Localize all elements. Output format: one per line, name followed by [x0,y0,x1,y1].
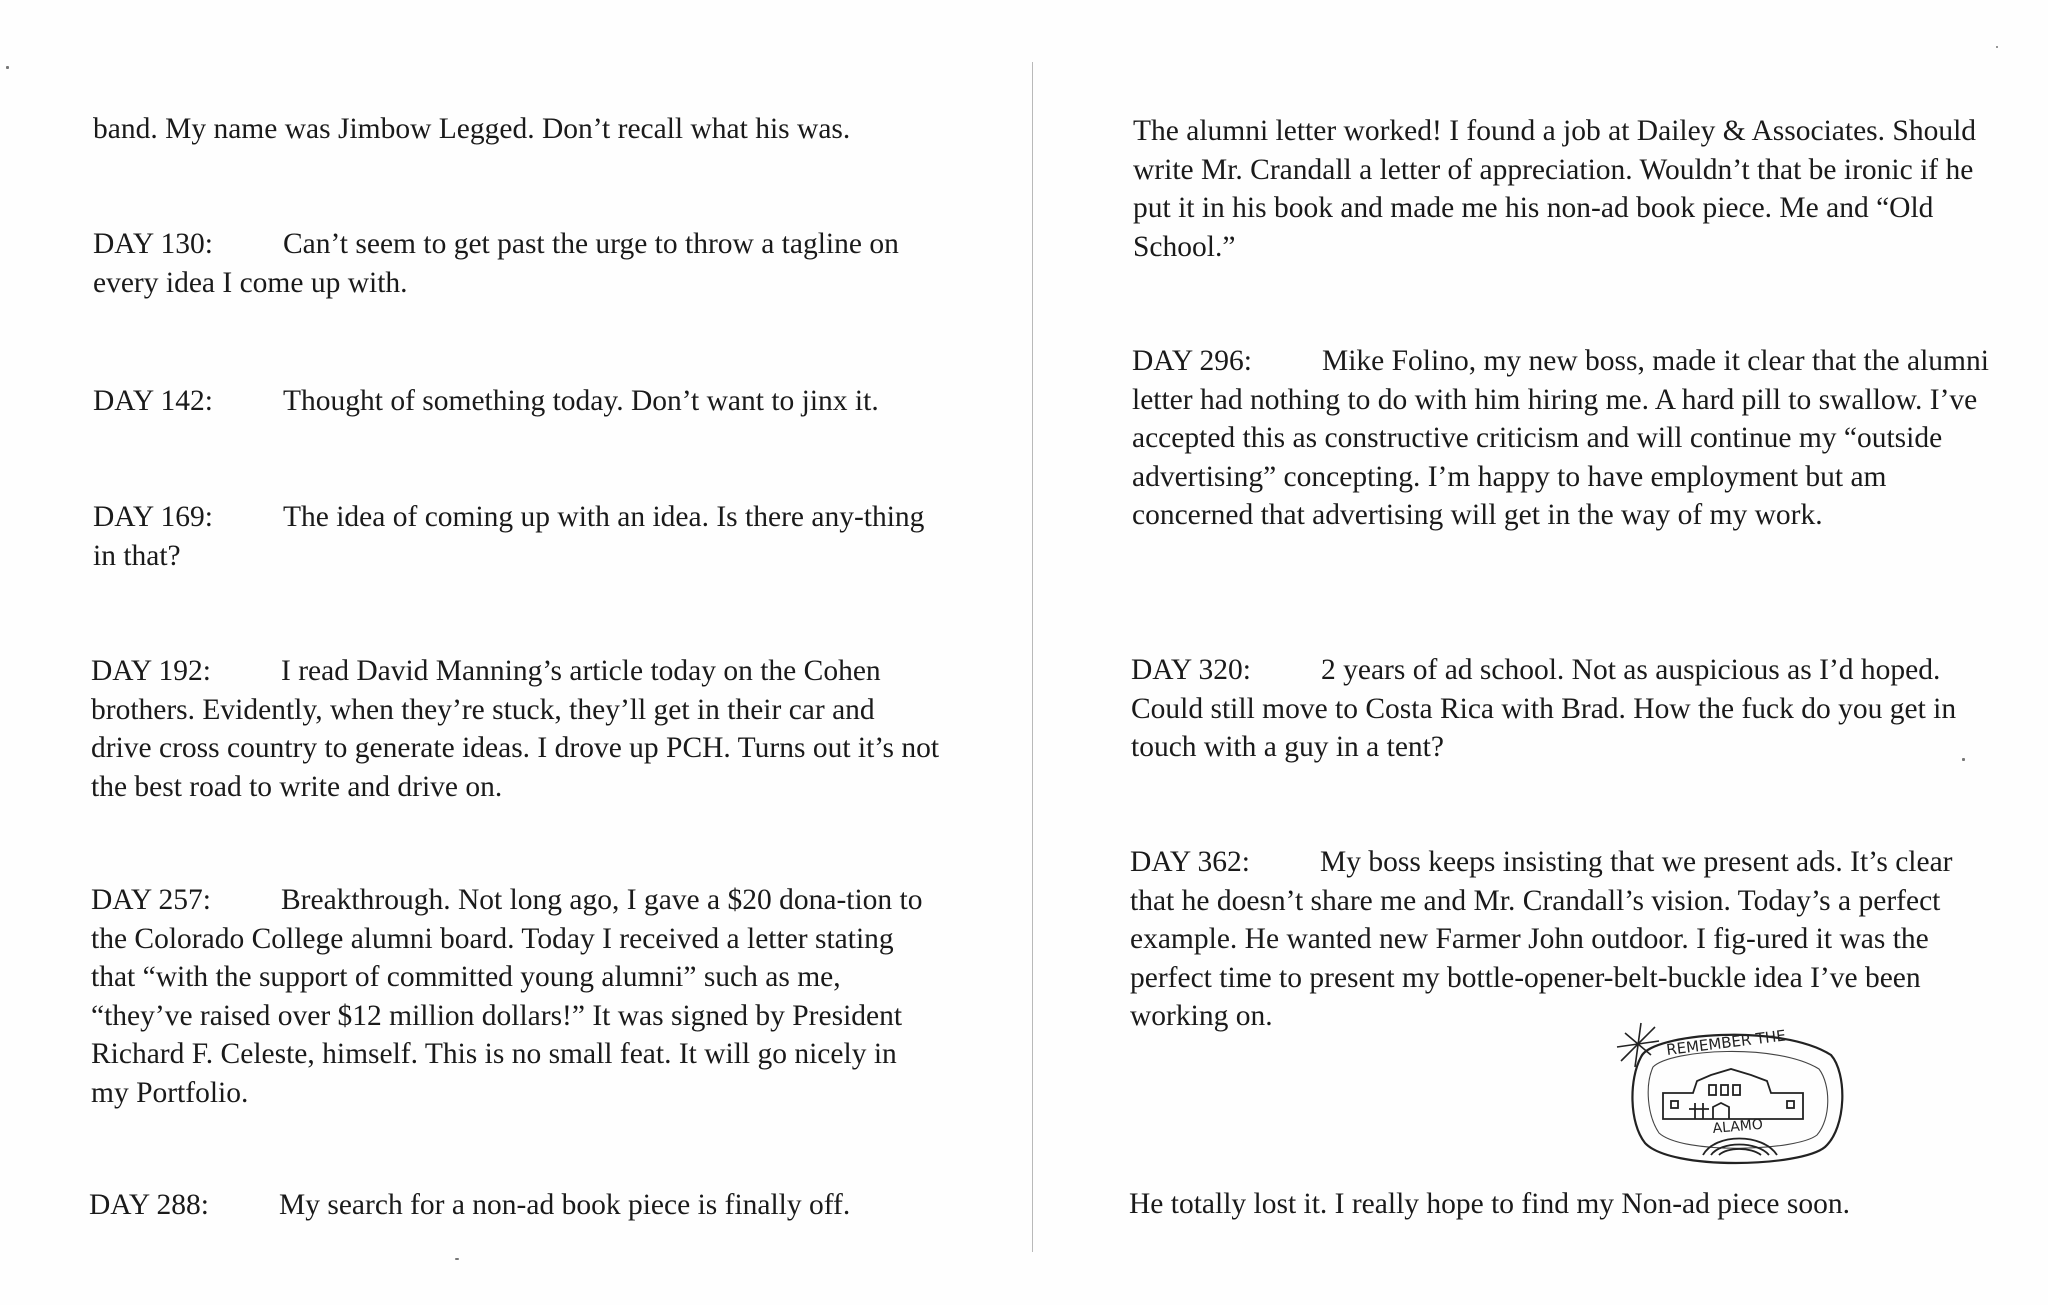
closing-text: He totally lost it. I really hope to find my Non-ad piece soon. [1129,1188,1850,1220]
diary-entry-day-130 [93,225,943,302]
right-intro-text: The alumni letter worked! I found a job at Dailey & Associates. Should write Mr. Crandall a letter of appreciation. Wouldn’t that be ironic if he put it in his book and made me his non-ad book piece. Me and “Old School.” [1133,115,1977,263]
entry-text: The idea of coming up with an idea. Is there any-thing in that? [93,501,925,572]
day-label: DAY 130: [93,228,213,260]
day-label: DAY 192: [91,655,211,687]
closing-paragraph [1129,1185,1989,1224]
entry-text: I read David Manning’s article today on the Cohen brothers. Evidently, when they’re stuck, they’ll get in their car and drive cross country to generate ideas. I drove up PCH. Turns out it’s not the best road to write and drive on. [91,655,940,803]
diary-entry-day-192 [91,652,941,806]
sketch-top-text: REMEMBER THE [1665,1026,1787,1059]
entry-text: My search for a non-ad book piece is finally off. [279,1189,851,1221]
day-label: DAY 142: [93,385,213,417]
left-intro-text: band. My name was Jimbow Legged. Don’t recall what his was. [93,113,851,145]
day-label: DAY 169: [93,501,213,533]
paper-speck [1962,758,1965,761]
diary-entry-day-142 [93,382,943,421]
paper-speck [1996,46,1998,48]
diary-entry-day-320 [1131,651,1991,767]
paper-speck [6,66,9,69]
right-page [1034,0,2048,1305]
day-label: DAY 296: [1132,345,1252,377]
sketch-bottom-text: ALAMO [1711,1116,1764,1137]
entry-text: My boss keeps insisting that we present ads. It’s clear that he doesn’t share me and Mr. Crandall’s vision. Today’s a perfect example. He wanted new Farmer John outdoor. I fig-ured it was the perfect time to present my bottle-opener-belt-buckle idea I’ve been working on. [1130,846,1953,1032]
day-label: DAY 362: [1130,846,1250,878]
day-label: DAY 288: [89,1189,209,1221]
diary-entry-day-169 [93,498,943,575]
entry-text: Thought of something today. Don’t want to jinx it. [283,385,879,417]
paper-speck [455,1258,459,1260]
diary-entry-day-288 [89,1186,939,1225]
entry-text: Breakthrough. Not long ago, I gave a $20 dona-tion to the Colorado College alumni board. Today I received a letter stating that “with the support of committed young alumni” such as me, “they’ve raised over $12 million dollars!” It was signed by President Richard F. Celeste, himself. This is no small feat. It will go nicely in my Portfolio. [91,884,923,1109]
left-intro-paragraph [93,110,943,149]
diary-entry-day-362 [1130,843,1990,1036]
day-label: DAY 320: [1131,654,1251,686]
page-gutter-divider [1032,62,1033,1252]
entry-text: 2 years of ad school. Not as auspicious as I’d hoped. Could still move to Costa Rica with Brad. How the fuck do you get in touch with a guy in a tent? [1131,654,1957,763]
diary-entry-day-257 [91,881,941,1112]
right-intro-paragraph [1133,112,1993,266]
entry-text: Mike Folino, my new boss, made it clear that the alumni letter had nothing to do with him hiring me. A hard pill to swallow. I’ve accepted this as constructive criticism and will continue my “outside advertising” concepting. I’m happy to have employment but am concerned that advertising will get in the way of my work. [1132,345,1989,531]
diary-entry-day-296 [1132,342,1992,535]
entry-text: Can’t seem to get past the urge to throw a tagline on every idea I come up with. [93,228,899,299]
belt-buckle-sketch-icon [1611,1015,1851,1175]
day-label: DAY 257: [91,884,211,916]
